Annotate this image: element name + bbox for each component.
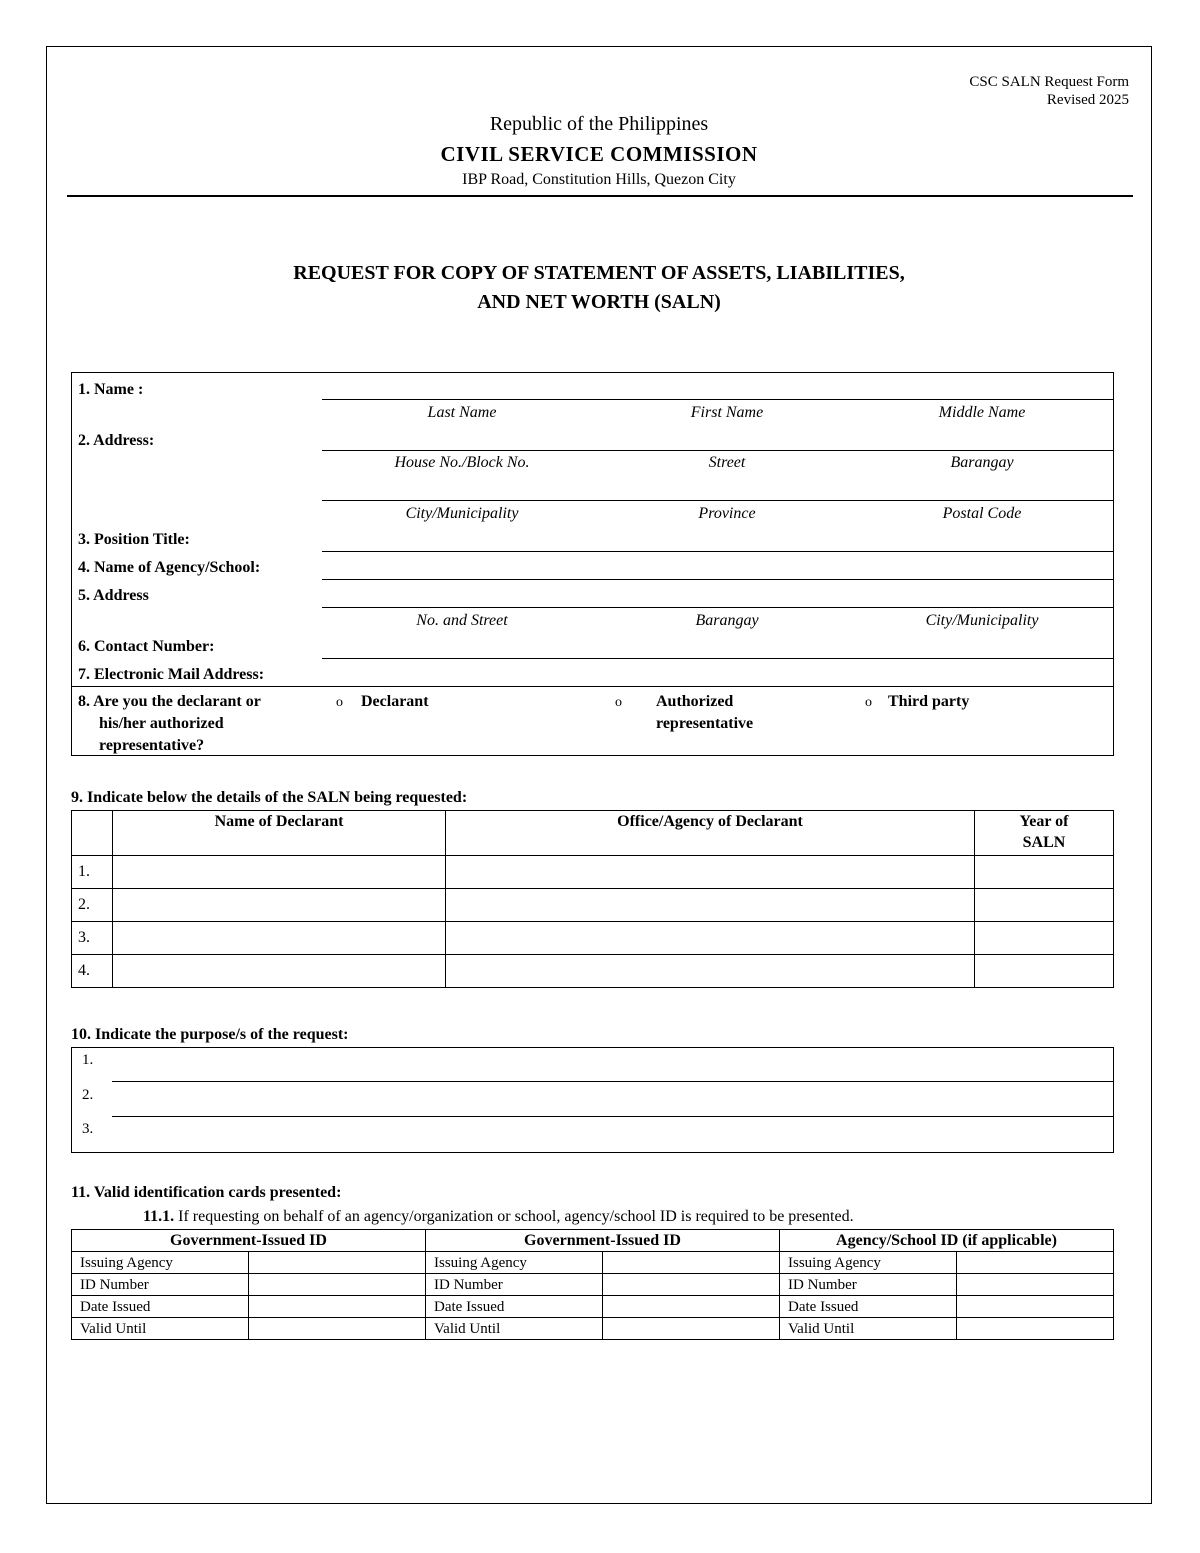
option-third-party-label: Third party [888, 693, 970, 710]
saln-year-header-line2: SALN [1022, 834, 1066, 851]
valid-until-label: Valid Until [780, 1318, 957, 1340]
form-page [46, 46, 1152, 1504]
section9-label: 9. Indicate below the details of the SALN being requested: [71, 789, 468, 806]
email-label: 7. Electronic Mail Address: [78, 666, 265, 683]
name-input-line[interactable] [322, 399, 1113, 400]
row-number: 3. [72, 922, 113, 955]
id-value-cell[interactable] [249, 1318, 426, 1340]
table-row [72, 1274, 1114, 1296]
table-header-row [72, 1230, 1114, 1252]
saln-year-cell[interactable] [975, 922, 1114, 955]
declarant-office-header: Office/Agency of Declarant [446, 811, 975, 856]
option-declarant[interactable] [336, 691, 429, 714]
contact-number-input-line[interactable] [322, 658, 1113, 659]
agency-name-label: 4. Name of Agency/School: [78, 559, 261, 576]
date-issued-label: Date Issued [780, 1296, 957, 1318]
declarant-name-cell[interactable] [113, 889, 446, 922]
row-number-header [72, 811, 113, 856]
row-number: 1. [72, 856, 113, 889]
row-number: 2. [72, 889, 113, 922]
option-authorized-label [656, 691, 753, 735]
valid-until-label: Valid Until [426, 1318, 603, 1340]
purpose-box [71, 1047, 1114, 1153]
last-name-caption: Last Name [427, 404, 497, 421]
agency-address: IBP Road, Constitution Hills, Quezon City [462, 171, 736, 188]
id-value-cell[interactable] [603, 1274, 780, 1296]
saln-year-cell[interactable] [975, 889, 1114, 922]
agency-name-input-line[interactable] [322, 579, 1113, 580]
form-ref-revision: Revised 2025 [1046, 92, 1129, 108]
id-value-cell[interactable] [957, 1252, 1114, 1274]
purpose-input-line-1[interactable] [112, 1081, 1113, 1082]
agency-address-input-line[interactable] [322, 607, 1113, 608]
valid-until-label: Valid Until [72, 1318, 249, 1340]
issuing-agency-label: Issuing Agency [72, 1252, 249, 1274]
id-value-cell[interactable] [603, 1252, 780, 1274]
declarant-office-cell[interactable] [446, 889, 975, 922]
first-name-caption: First Name [690, 404, 764, 421]
agency-street-caption: No. and Street [416, 612, 508, 629]
agency-barangay-caption: Barangay [695, 612, 759, 629]
purpose-input-line-2[interactable] [112, 1116, 1113, 1117]
declarant-name-cell[interactable] [113, 922, 446, 955]
republic-heading: Republic of the Philippines [489, 113, 709, 135]
address-input-line-2[interactable] [322, 500, 1113, 501]
form-title-line2: AND NET WORTH (SALN) [477, 291, 721, 313]
name-label: 1. Name : [78, 381, 144, 398]
purpose-number: 1. [82, 1052, 94, 1068]
id-value-cell[interactable] [957, 1318, 1114, 1340]
agency-heading: CIVIL SERVICE COMMISSION [440, 142, 758, 166]
email-input-line[interactable] [72, 686, 1113, 687]
gov-id-header-2: Government-Issued ID [426, 1230, 780, 1252]
table-row [72, 1252, 1114, 1274]
gov-id-header-1: Government-Issued ID [72, 1230, 426, 1252]
address-input-line-1[interactable] [322, 450, 1113, 451]
option-declarant-label: Declarant [361, 693, 429, 710]
declarant-name-cell[interactable] [113, 856, 446, 889]
declarant-question-line2: his/her authorized [99, 715, 224, 732]
table-row [72, 1318, 1114, 1340]
saln-details-table [71, 810, 1114, 988]
city-caption: City/Municipality [405, 505, 519, 522]
table-row [72, 955, 1114, 988]
agency-city-caption: City/Municipality [925, 612, 1039, 629]
date-issued-label: Date Issued [426, 1296, 603, 1318]
agency-address-label: 5. Address [78, 587, 149, 604]
barangay-caption: Barangay [950, 454, 1014, 471]
declarant-question [78, 691, 261, 757]
section11-note-text: If requesting on behalf of an agency/organization or school, agency/school ID is required to be presented. [174, 1208, 854, 1225]
issuing-agency-label: Issuing Agency [426, 1252, 603, 1274]
section11-note-number: 11.1. [143, 1208, 175, 1225]
option-authorized[interactable] [615, 691, 622, 714]
address-label: 2. Address: [78, 432, 155, 449]
id-number-label: ID Number [72, 1274, 249, 1296]
declarant-office-cell[interactable] [446, 856, 975, 889]
declarant-question-line3: representative? [99, 737, 205, 754]
section11-label: 11. Valid identification cards presented: [71, 1184, 342, 1201]
id-cards-table [71, 1229, 1114, 1340]
declarant-name-header: Name of Declarant [113, 811, 446, 856]
id-number-label: ID Number [780, 1274, 957, 1296]
table-row [72, 889, 1114, 922]
id-value-cell[interactable] [603, 1318, 780, 1340]
table-header-row [72, 811, 1114, 856]
radio-circle-icon[interactable]: o [865, 695, 872, 710]
declarant-office-cell[interactable] [446, 955, 975, 988]
table-row [72, 922, 1114, 955]
id-value-cell[interactable] [249, 1296, 426, 1318]
province-caption: Province [698, 505, 756, 522]
purpose-number: 2. [82, 1087, 94, 1103]
contact-number-label: 6. Contact Number: [78, 638, 215, 655]
option-authorized-line2: representative [656, 715, 754, 732]
purpose-number: 3. [82, 1121, 94, 1137]
form-title [47, 259, 1151, 317]
row-number: 4. [72, 955, 113, 988]
id-value-cell[interactable] [957, 1296, 1114, 1318]
declarant-office-cell[interactable] [446, 922, 975, 955]
saln-year-header-line1: Year of [1019, 813, 1069, 830]
issuing-agency-label: Issuing Agency [780, 1252, 957, 1274]
declarant-question-line1: 8. Are you the declarant or [78, 693, 261, 710]
option-authorized-line1: Authorized [656, 693, 734, 710]
id-value-cell[interactable] [603, 1296, 780, 1318]
option-third-party[interactable] [865, 691, 969, 714]
saln-year-cell[interactable] [975, 856, 1114, 889]
table-row [72, 1296, 1114, 1318]
declarant-name-cell[interactable] [113, 955, 446, 988]
id-number-label: ID Number [426, 1274, 603, 1296]
agency-id-header: Agency/School ID (if applicable) [780, 1230, 1114, 1252]
header-divider [67, 195, 1133, 197]
id-value-cell[interactable] [957, 1274, 1114, 1296]
section11-note [143, 1208, 854, 1226]
form-ref-name: CSC SALN Request Form [969, 74, 1129, 90]
saln-year-cell[interactable] [975, 955, 1114, 988]
id-value-cell[interactable] [249, 1274, 426, 1296]
position-title-input-line[interactable] [322, 551, 1113, 552]
house-no-caption: House No./Block No. [394, 454, 530, 471]
table-row [72, 856, 1114, 889]
id-value-cell[interactable] [249, 1252, 426, 1274]
position-title-label: 3. Position Title: [78, 531, 190, 548]
form-title-line1: REQUEST FOR COPY OF STATEMENT OF ASSETS, LIABILITIES, [293, 262, 905, 284]
street-caption: Street [708, 454, 746, 471]
applicant-info-box [71, 372, 1114, 756]
form-reference [969, 73, 1129, 109]
date-issued-label: Date Issued [72, 1296, 249, 1318]
radio-circle-icon[interactable]: o [615, 695, 622, 710]
section10-label: 10. Indicate the purpose/s of the request: [71, 1026, 349, 1043]
middle-name-caption: Middle Name [938, 404, 1026, 421]
saln-year-header [975, 811, 1114, 856]
radio-circle-icon[interactable]: o [336, 695, 343, 710]
postal-code-caption: Postal Code [942, 505, 1022, 522]
